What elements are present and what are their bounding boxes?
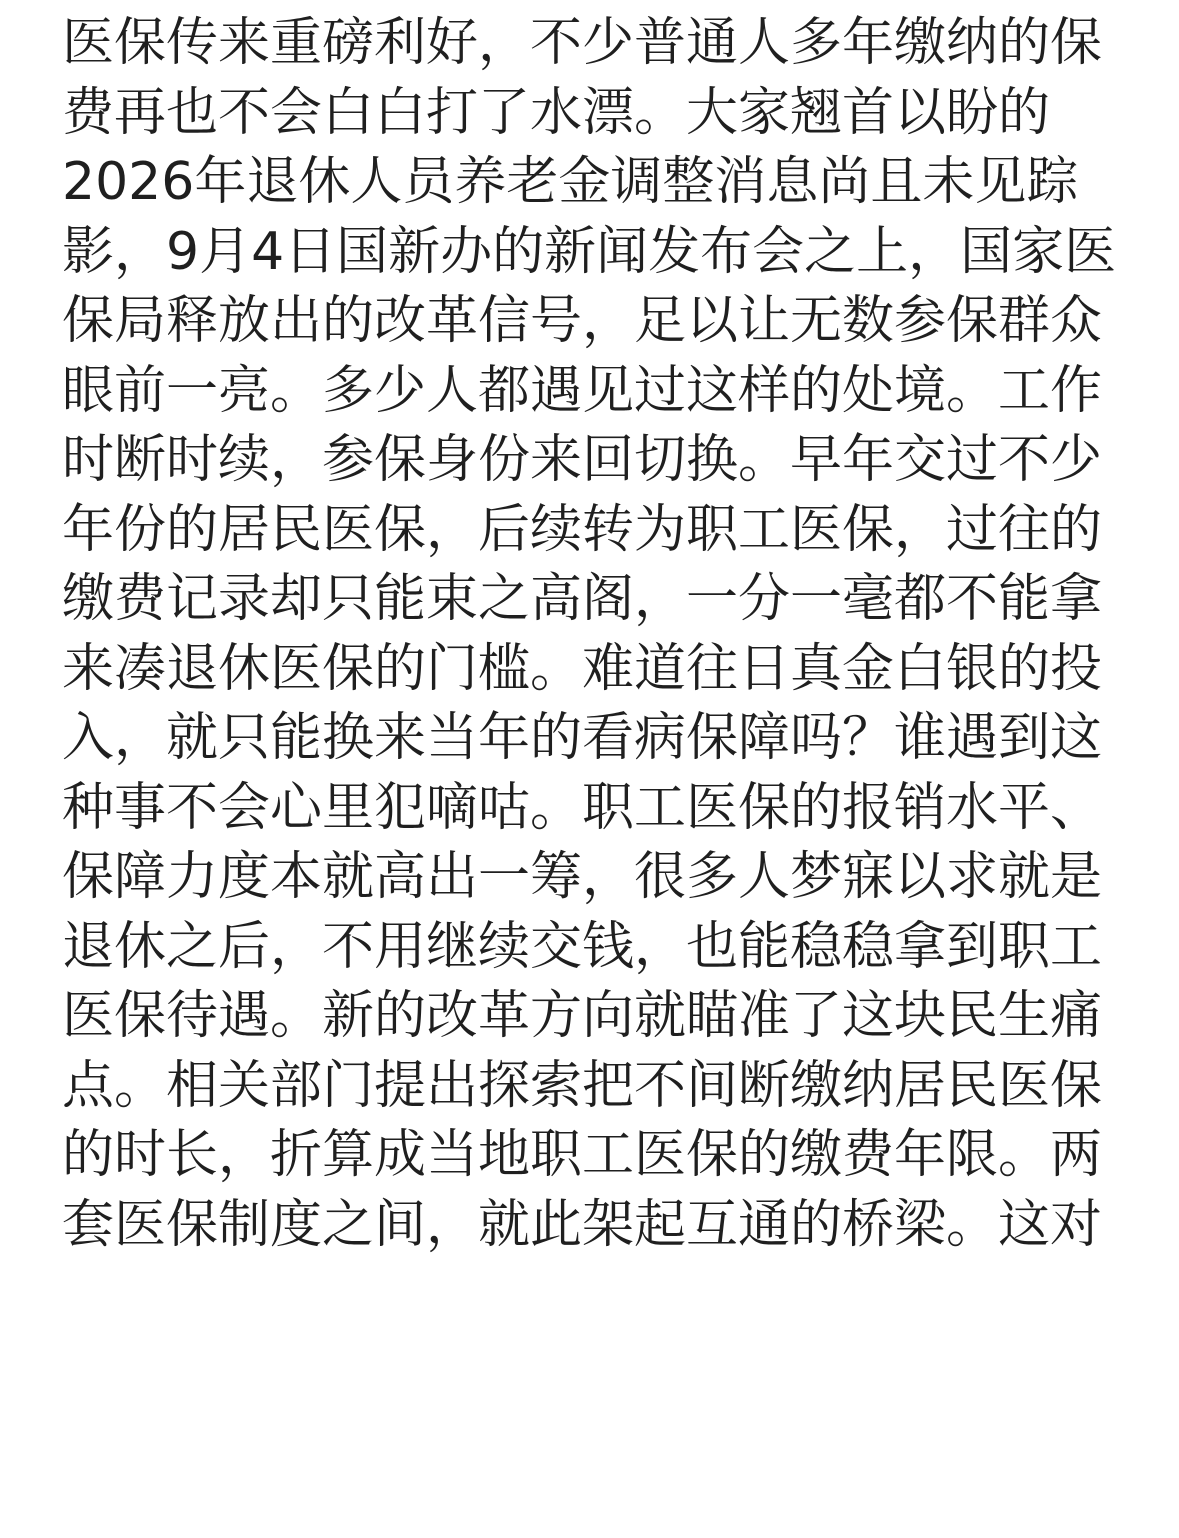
article-line: 退休之后，不用继续交钱，也能稳稳拿到职工 bbox=[62, 916, 1103, 977]
article-line: 种事不会心里犯嘀咕。职工医保的报销水平、 bbox=[62, 777, 1103, 838]
article-line: 保局释放出的改革信号，足以让无数参保群众 bbox=[62, 291, 1103, 351]
article-line: 影，9月4日国新办的新闻发布会之上，国家医 bbox=[62, 221, 1117, 282]
article-line: 年份的居民医保，后续转为职工医保，过往的 bbox=[62, 499, 1103, 560]
article-body bbox=[62, 0, 1122, 1268]
article-line: 保障力度本就高出一筹，很多人梦寐以求就是 bbox=[62, 847, 1103, 907]
article-line: 入，就只能换来当年的看病保障吗？谁遇到这 bbox=[62, 708, 1103, 768]
article-line: 2026年退休人员养老金调整消息尚且未见踪 bbox=[62, 152, 1079, 212]
article-line: 缴费记录却只能束之高阁，一分一毫都不能拿 bbox=[62, 569, 1103, 629]
article-line: 来凑退休医保的门槛。难道往日真金白银的投 bbox=[62, 638, 1103, 699]
article-line: 费再也不会白白打了水漂。大家翘首以盼的 bbox=[62, 82, 1051, 143]
article-line: 时断时续，参保身份来回切换。早年交过不少 bbox=[62, 430, 1103, 490]
article-line: 眼前一亮。多少人都遇见过这样的处境。工作 bbox=[62, 360, 1103, 421]
article-line: 医保待遇。新的改革方向就瞄准了这块民生痛 bbox=[62, 986, 1103, 1046]
article-line: 的时长，折算成当地职工医保的缴费年限。两 bbox=[62, 1125, 1103, 1185]
article-line: 医保传来重磅利好，不少普通人多年缴纳的保 bbox=[62, 13, 1103, 73]
article-line: 套医保制度之间，就此架起互通的桥梁。这对 bbox=[62, 1194, 1103, 1255]
article-line: 点。相关部门提出探索把不间断缴纳居民医保 bbox=[62, 1055, 1103, 1116]
